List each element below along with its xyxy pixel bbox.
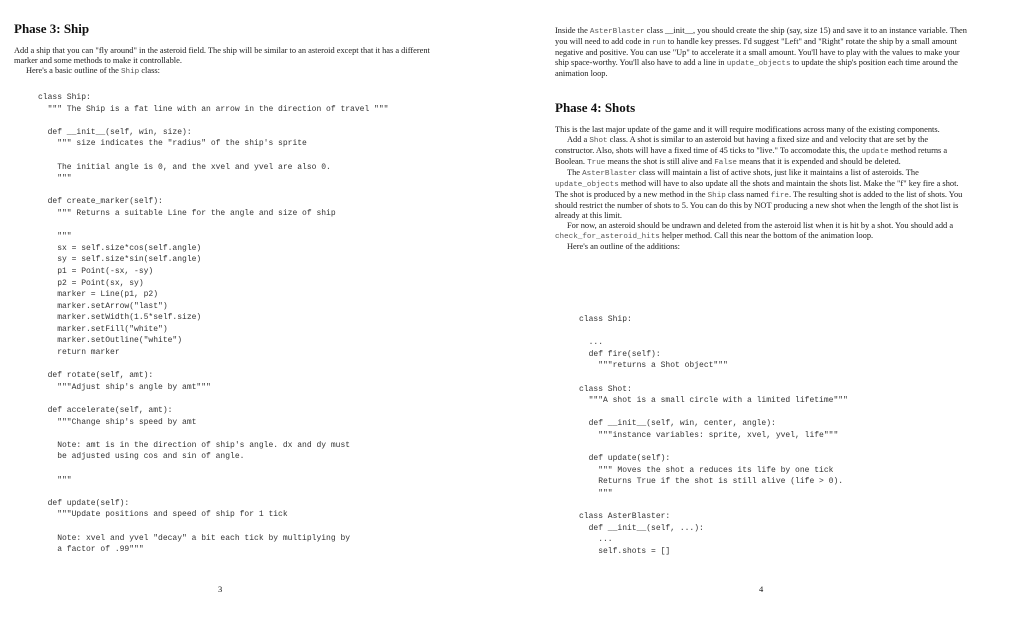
text-run: Inside the xyxy=(555,26,590,35)
inline-code: run xyxy=(652,39,666,47)
inline-code: update_objects xyxy=(726,60,791,68)
paragraph xyxy=(555,26,967,79)
inline-code: AsterBlaster xyxy=(589,28,645,36)
paragraph xyxy=(555,221,967,242)
text-run: For now, an asteroid should be undrawn and deleted from the asteroid list when it is hit by a shot. You should add a xyxy=(567,221,954,230)
text-run: Here's a basic outline of the xyxy=(26,66,121,75)
page-number: 3 xyxy=(218,584,223,594)
ship-class-code: class Ship: """ The Ship is a fat line with an arrow in the direction of travel """ def __init__(self, win, size): """ size indicates the "radius" of the ship's sprite The initial angle is 0, and the xvel and yvel are also 0. """ def create_marker(self): """ Returns a suitable Line for the angle and size of ship """ sx = self.size*cos(self.angle) sy = self.size*sin(self.angle) p1 = Point(-sx, -sy) p2 = Point(sx, sy) marker = Line(p1, p2) marker.setArrow("last") marker.setWidth(1.5*self.size) marker.setFill("white") marker.setOutline("white") return marker def rotate(self, amt): """Adjust ship's angle by amt""" def accelerate(self, amt): """Change ship's speed by amt Note: amt is in the direction of ship's angle. dx and dy must be adjusted using cos and sin of angle. """ def update(self): """Update positions and speed of ship for 1 tick Note: xvel and yvel "decay" a bit each tick by multiplying by a factor of .99""" xyxy=(38,93,389,555)
paragraph xyxy=(555,168,967,221)
shot-additions-code: class Ship: ... def fire(self): """returns a Shot object""" class Shot: """A shot is a small circle with a limited lifetime""" def __init__(self, win, center, angle): """instance variables: sprite, xvel, yvel, life""" def update(self): """ Moves the shot a reduces its life by one tick Returns True if the shot is still alive (life > 0). """ class AsterBlaster: def __init__(self, ...): ... self.shots = [] xyxy=(579,315,848,556)
inline-code: True xyxy=(587,159,606,167)
paragraph xyxy=(14,46,430,66)
inline-code: check_for_asteroid_hits xyxy=(555,233,660,241)
paragraph xyxy=(555,135,967,168)
text-run: Add a xyxy=(567,135,590,144)
paragraph xyxy=(555,125,967,135)
inline-code: Ship xyxy=(707,192,726,200)
text-run: means that it is expended and should be deleted. xyxy=(737,157,901,166)
phase-4-body xyxy=(555,125,967,252)
inline-code: False xyxy=(714,159,737,167)
inline-code: update xyxy=(861,148,889,156)
paragraph xyxy=(14,66,430,77)
text-run: class: xyxy=(139,66,160,75)
inline-code: Ship xyxy=(121,68,140,76)
paragraph xyxy=(555,242,967,252)
text-run: This is the last major update of the game and it will require modifications across many of the existing components. xyxy=(555,125,940,134)
inline-code: fire xyxy=(770,192,789,200)
page-4 xyxy=(512,0,1024,622)
text-run: to handle key presses. I'd suggest "Left" and "Right" rotate the ship by a small amount negative and positive. You can use "Up" to accelerate it a small amount. You'll have to play with the values to make your ship space-worthy. You'll also have to add a line in xyxy=(555,37,960,67)
text-run: The xyxy=(567,168,583,177)
text-run: Here's an outline of the additions: xyxy=(567,242,680,251)
text-run: Add a ship that you can "fly around" in the asteroid field. The ship will be similar to an asteroid except that it has a different marker and some methods to make it controllable. xyxy=(14,46,430,65)
text-run: class. A shot is similar to an asteroid but having a fixed size and and velocity that are set by the constructor. Also, shots will have a fixed time of 45 ticks to "live." To accomodate this, the xyxy=(555,135,929,155)
inline-code: update_objects xyxy=(555,181,619,189)
text-run: method will have to also update all the shots and maintain the shots list. Make the "f" key fire a shot. The shot is produced by a new method in the xyxy=(555,179,959,199)
inline-code: AsterBlaster xyxy=(582,170,637,178)
text-run: class __init__, you should create the ship (say, size 15) and save it to an instance variable. Then you will need to add code in xyxy=(555,26,967,46)
phase-3-intro xyxy=(14,46,430,77)
inline-code: Shot xyxy=(589,137,608,145)
text-run: means the shot is still alive and xyxy=(605,157,715,166)
text-run: to update the ship's position each time around the animation loop. xyxy=(555,58,958,78)
text-run: class will maintain a list of active shots, just like it maintains a list of asteroids. The xyxy=(636,168,919,177)
text-run: method returns a Boolean. xyxy=(555,146,948,166)
text-run: . The resulting shot is added to the list of shots. You should restrict the number of shots to 5. You can do this by NOT producing a new shot when the length of the shot list is already at this limit. xyxy=(555,190,963,220)
page-number: 4 xyxy=(759,584,764,594)
ship-integration-paragraph xyxy=(555,26,967,79)
text-run: helper method. Call this near the bottom of the animation loop. xyxy=(659,231,874,240)
phase-3-heading: Phase 3: Ship xyxy=(14,21,90,36)
text-run: class named xyxy=(725,190,771,199)
phase-4-heading: Phase 4: Shots xyxy=(555,100,636,115)
